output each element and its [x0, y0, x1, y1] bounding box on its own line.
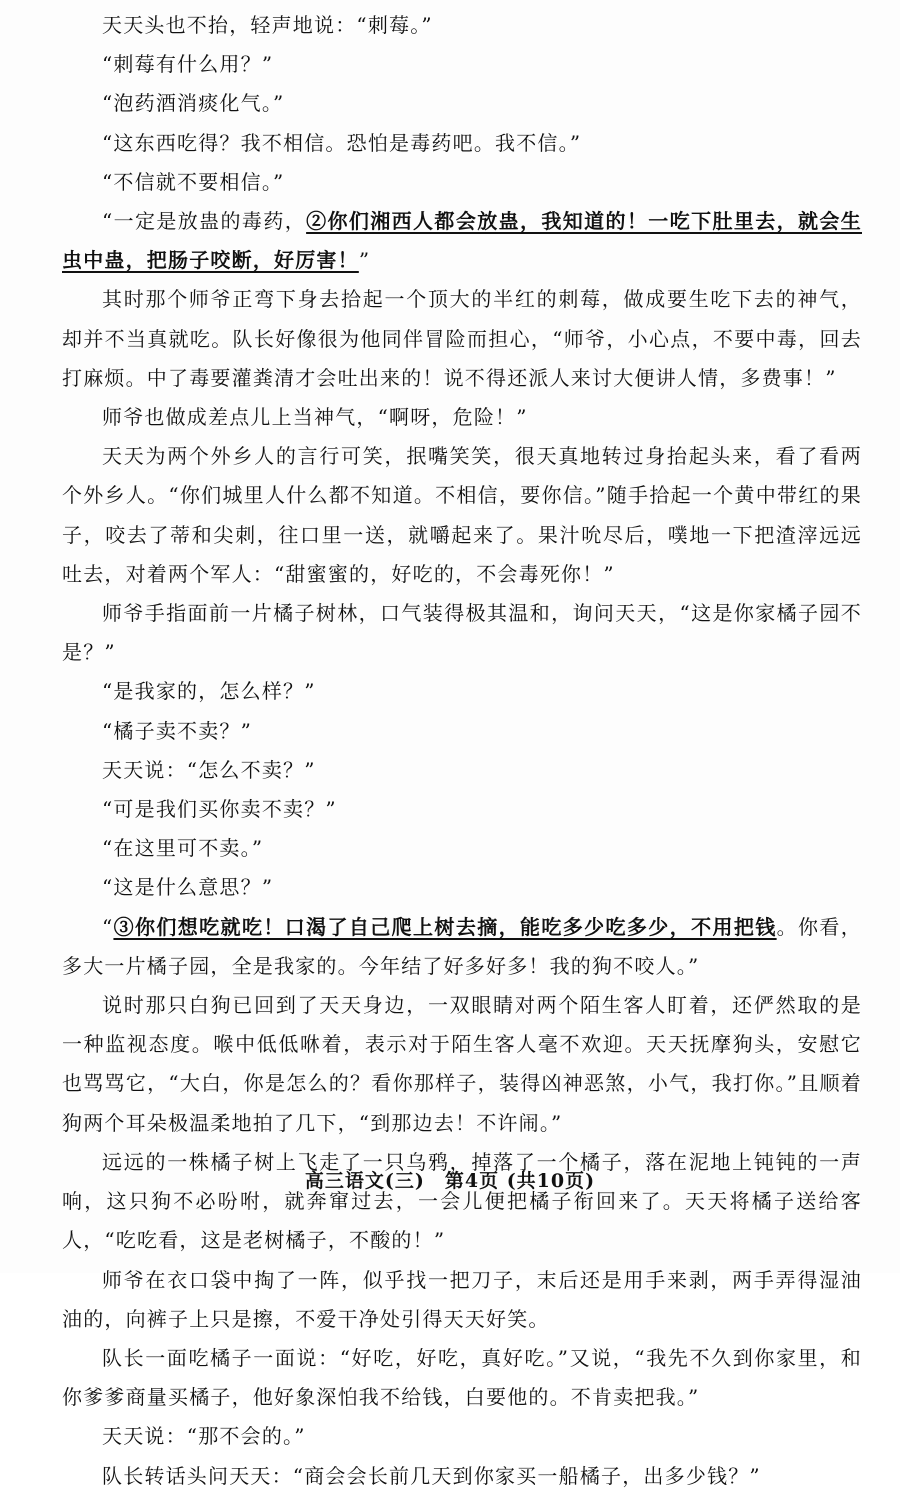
paragraph [62, 712, 862, 751]
text-segment: “橘子卖不卖？” [102, 718, 253, 743]
text-segment: 师爷在衣口袋中掏了一阵，似乎找一把刀子，末后还是用手来剥，两手弄得湿油油的，向裤子上只是擦，不爱干净处引得天天好笑。 [62, 1267, 862, 1331]
paragraph [62, 398, 862, 437]
paragraph [62, 437, 862, 594]
paragraph [62, 1339, 862, 1417]
text-segment: 天天说：“怎么不卖？” [102, 757, 316, 782]
paragraph [62, 202, 862, 280]
text-segment: “一定是放蛊的毒药， [102, 209, 307, 234]
text-segment: “ [102, 914, 114, 939]
text-segment: “这是什么意思？” [102, 875, 274, 900]
text-segment: 天天头也不抬，轻声地说：“刺莓。” [102, 13, 433, 37]
paragraph [62, 45, 862, 84]
paragraph [62, 790, 862, 829]
paragraph [62, 280, 862, 398]
paragraph [62, 594, 862, 672]
underlined-question-sentence: ③你们想吃就吃！口渴了自己爬上树去摘，能吃多少吃多少，不用把钱 [113, 914, 777, 939]
story-text [62, 6, 862, 1496]
page-footer: 高三语文(三) 第4页 (共10页) [304, 1170, 596, 1192]
paragraph [62, 84, 862, 123]
paragraph [62, 1143, 862, 1261]
paragraph [62, 1417, 862, 1456]
text-segment: 天天说：“那不会的。” [102, 1424, 306, 1449]
text-segment: 其时那个师爷正弯下身去拾起一个顶大的半红的刺莓，做成要生吃下去的神气，却并不当真就吃。队长好像很为他同伴冒险而担心，“师爷，小心点，不要中毒，回去打麻烦。中了毒要灌粪清才会吐出来的！说不得还派人来讨大便讲人情，多费事！” [62, 287, 862, 390]
paragraph [62, 829, 862, 868]
paragraph [62, 751, 862, 790]
paragraph [62, 672, 862, 711]
paragraph [62, 1457, 862, 1496]
text-segment: “可是我们买你卖不卖？” [102, 797, 337, 822]
text-segment: 师爷手指面前一片橘子树林，口气装得极其温和，询问天天，“这是你家橘子园不是？” [62, 601, 862, 665]
text-segment: “这东西吃得？我不相信。恐怕是毒药吧。我不信。” [102, 130, 582, 155]
text-segment: 说时那只白狗已回到了天天身边，一双眼睛对两个陌生客人盯着，还俨然取的是一种监视态度。喉中低低咻着，表示对于陌生客人毫不欢迎。天天抚摩狗头，安慰它也骂骂它，“大白，你是怎么的？看你那样子，装得凶神恶煞，小气，我打你。”且顺着狗两个耳朵极温柔地拍了几下，“到那边去！不许闹。” [62, 993, 862, 1135]
text-segment: “刺莓有什么用？” [102, 52, 274, 77]
paragraph [62, 868, 862, 907]
text-segment: “泡药酒消痰化气。” [102, 91, 285, 116]
text-segment: “不信就不要相信。” [102, 169, 285, 194]
paragraph [62, 1261, 862, 1339]
text-segment: “是我家的，怎么样？” [102, 679, 316, 704]
paragraph [62, 124, 862, 163]
text-segment: 队长转话头问天天：“商会会长前几天到你家买一船橘子，出多少钱？” [102, 1463, 761, 1488]
text-segment: “在这里可不卖。” [102, 836, 264, 861]
text-segment: 师爷也做成差点儿上当神气，“啊呀，危险！” [102, 405, 528, 430]
paragraph [62, 908, 862, 986]
paragraph [62, 6, 862, 45]
paragraph [62, 163, 862, 202]
text-segment: 远远的一株橘子树上飞走了一只乌鸦，掉落了一个橘子，落在泥地上钝钝的一声响，这只狗不必吩咐，就奔窜过去，一会儿便把橘子衔回来了。天天将橘子送给客人，“吃吃看，这是老树橘子，不酸的！” [62, 1149, 862, 1253]
paragraph [62, 986, 862, 1143]
text-segment: 队长一面吃橘子一面说：“好吃，好吃，真好吃。”又说，“我先不久到你家里，和你爹爹商量买橘子，他好象深怕我不给钱，白要他的。不肯卖把我。” [62, 1345, 862, 1410]
text-segment: 。你看，多大一片橘子园，全是我家的。今年结了好多好多！我的狗不咬人。” [62, 914, 862, 978]
text-segment: ” [358, 248, 371, 273]
underlined-question-sentence: ②你们湘西人都会放蛊，我知道的！一吃下肚里去，就会生虫中蛊，把肠子咬断，好厉害！ [62, 209, 862, 273]
text-segment: 天天为两个外乡人的言行可笑，抿嘴笑笑，很天真地转过身抬起头来，看了看两个外乡人。“你们城里人什么都不知道。不相信，要你信。”随手拾起一个黄中带红的果子，咬去了蒂和尖刺，往口里一送，就嚼起来了。果汁吮尽后，噗地一下把渣滓远远吐去，对着两个军人：“甜蜜蜜的，好吃的，不会毒死你！” [62, 444, 862, 586]
